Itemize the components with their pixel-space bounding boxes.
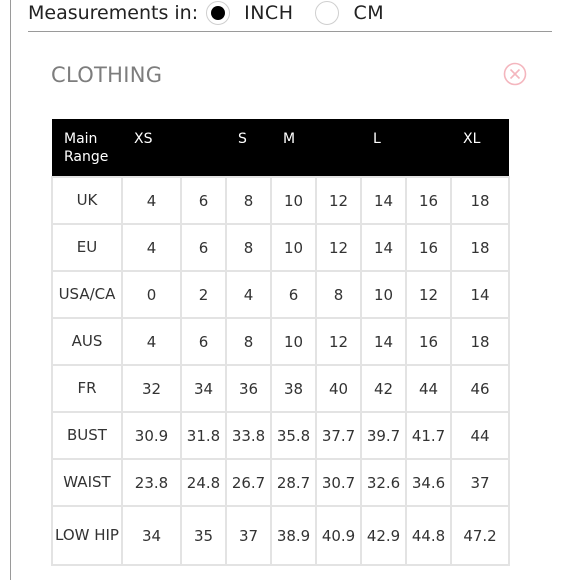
table-cell: 40: [316, 365, 361, 412]
table-cell: 44.8: [406, 506, 451, 565]
table-cell: 32: [122, 365, 181, 412]
table-cell: 30.7: [316, 459, 361, 506]
table-cell: 47.2: [451, 506, 509, 565]
row-label: USA/CA: [52, 271, 122, 318]
table-cell: 46: [451, 365, 509, 412]
table-cell: 16: [406, 318, 451, 365]
table-cell: 8: [316, 271, 361, 318]
table-cell: 37.7: [316, 412, 361, 459]
row-label: LOW HIP: [52, 506, 122, 565]
inch-radio[interactable]: [206, 1, 230, 25]
table-row: [52, 318, 509, 365]
table-cell: 4: [122, 177, 181, 224]
table-cell: 35: [181, 506, 226, 565]
units-label: Measurements in:: [28, 1, 199, 24]
table-cell: 39.7: [361, 412, 406, 459]
row-label: WAIST: [52, 459, 122, 506]
table-cell: 34.6: [406, 459, 451, 506]
table-cell: 12: [316, 224, 361, 271]
size-header-l: L: [361, 119, 451, 177]
table-cell: 32.6: [361, 459, 406, 506]
table-cell: 14: [361, 177, 406, 224]
table-cell: 6: [181, 318, 226, 365]
size-header-s: S: [226, 119, 271, 177]
table-cell: 10: [361, 271, 406, 318]
table-cell: 42: [361, 365, 406, 412]
table-cell: 38: [271, 365, 316, 412]
table-cell: 37: [451, 459, 509, 506]
size-table-body: [52, 177, 509, 565]
size-header-xl: XL: [451, 119, 509, 177]
left-divider: [10, 0, 11, 580]
section-title: CLOTHING: [51, 63, 163, 87]
table-cell: 10: [271, 177, 316, 224]
cm-radio[interactable]: [315, 1, 339, 25]
row-label: AUS: [52, 318, 122, 365]
table-cell: 18: [451, 224, 509, 271]
row-label: FR: [52, 365, 122, 412]
table-row: [52, 459, 509, 506]
table-cell: 18: [451, 318, 509, 365]
table-cell: 40.9: [316, 506, 361, 565]
table-cell: 44: [451, 412, 509, 459]
table-cell: 16: [406, 177, 451, 224]
table-cell: 6: [181, 224, 226, 271]
table-cell: 14: [451, 271, 509, 318]
table-cell: 18: [451, 177, 509, 224]
table-cell: 6: [181, 177, 226, 224]
row-label: UK: [52, 177, 122, 224]
table-cell: 2: [181, 271, 226, 318]
table-cell: 33.8: [226, 412, 271, 459]
table-cell: 8: [226, 318, 271, 365]
table-cell: 10: [271, 318, 316, 365]
table-cell: 10: [271, 224, 316, 271]
table-cell: 44: [406, 365, 451, 412]
table-cell: 0: [122, 271, 181, 318]
table-cell: 38.9: [271, 506, 316, 565]
table-cell: 12: [316, 177, 361, 224]
row-label: EU: [52, 224, 122, 271]
table-cell: 34: [122, 506, 181, 565]
table-cell: 12: [316, 318, 361, 365]
table-cell: 4: [122, 318, 181, 365]
size-header-row: [52, 119, 509, 177]
table-cell: 4: [226, 271, 271, 318]
table-cell: 16: [406, 224, 451, 271]
table-cell: 4: [122, 224, 181, 271]
table-row: [52, 365, 509, 412]
measurement-units-selector: [28, 0, 552, 32]
cm-radio-label[interactable]: CM: [353, 1, 385, 24]
table-cell: 28.7: [271, 459, 316, 506]
table-row: [52, 412, 509, 459]
table-cell: 42.9: [361, 506, 406, 565]
table-row: [52, 506, 509, 565]
table-cell: 14: [361, 318, 406, 365]
table-cell: 37: [226, 506, 271, 565]
table-cell: 34: [181, 365, 226, 412]
table-cell: 23.8: [122, 459, 181, 506]
table-cell: 12: [406, 271, 451, 318]
table-row: [52, 271, 509, 318]
row-label: BUST: [52, 412, 122, 459]
table-cell: 14: [361, 224, 406, 271]
table-cell: 24.8: [181, 459, 226, 506]
table-cell: 36: [226, 365, 271, 412]
table-cell: 8: [226, 177, 271, 224]
close-circle-icon: [503, 62, 527, 86]
main-range-header: Main Range: [52, 119, 122, 177]
size-chart-table: [51, 119, 510, 566]
table-cell: 41.7: [406, 412, 451, 459]
inch-radio-label[interactable]: INCH: [244, 1, 294, 24]
table-cell: 31.8: [181, 412, 226, 459]
table-cell: 8: [226, 224, 271, 271]
table-cell: 35.8: [271, 412, 316, 459]
table-cell: 6: [271, 271, 316, 318]
size-header-xs: XS: [122, 119, 226, 177]
table-row: [52, 177, 509, 224]
size-header-m: M: [271, 119, 361, 177]
table-row: [52, 224, 509, 271]
close-button[interactable]: [503, 62, 527, 86]
table-cell: 26.7: [226, 459, 271, 506]
table-cell: 30.9: [122, 412, 181, 459]
